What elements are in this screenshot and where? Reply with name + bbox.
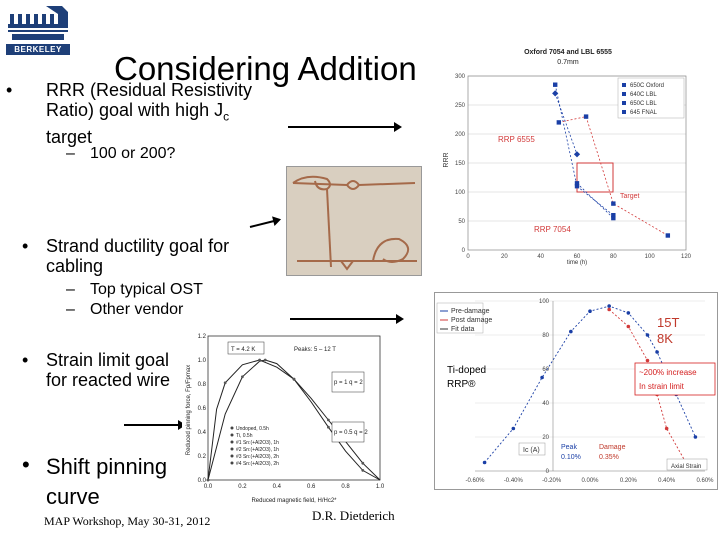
strain-field-label: 15T <box>657 315 680 330</box>
pin-ytick: 0.4 <box>197 430 206 436</box>
peak-value: 0.10% <box>561 454 581 461</box>
pin-point <box>241 375 244 378</box>
pin-legend-label: Undoped, 0.5h <box>236 426 269 432</box>
rrr-xtick: 100 <box>644 254 655 260</box>
rrr-ytick: 50 <box>458 219 465 225</box>
strain-legend-label: Post damage <box>451 317 493 324</box>
pin-xtick: 0.8 <box>341 484 350 490</box>
pin-ytick: 1.2 <box>197 334 206 340</box>
pin-inset-pq2: p = 0.5 q = 2 <box>334 430 368 436</box>
pin-legend-marker <box>231 462 234 465</box>
rrr-xtick: 0 <box>466 254 470 260</box>
strain-ytick: 20 <box>542 435 549 441</box>
rrr-point <box>666 233 670 237</box>
target-box <box>577 163 613 192</box>
strain-xtick: -0.60% <box>465 478 485 484</box>
rrr-xtick: 120 <box>680 254 692 260</box>
rrr-legend-swatch <box>622 83 626 87</box>
bullet-2-marker: • <box>22 236 29 256</box>
peak-label: Peak <box>561 444 577 451</box>
strain-point <box>607 304 611 308</box>
rrr-series-line <box>555 85 613 216</box>
target-label: Target <box>620 193 640 200</box>
strain-xtick: 0.60% <box>696 478 714 484</box>
bullet-2-sub-1-text: Top typical OST <box>90 281 203 298</box>
rrr-legend-label: 645 FNAL <box>630 110 658 116</box>
pin-point <box>361 462 364 465</box>
bullet-1-sub-1-text: 100 or 200? <box>90 145 176 162</box>
rrr-legend-swatch <box>622 92 626 96</box>
bullet-1-marker: • <box>6 80 13 100</box>
strain-legend-label: Fit data <box>451 326 475 333</box>
rrr-legend-label: 650C LBL <box>630 101 657 107</box>
rrr-chart-title: Oxford 7054 and LBL 6555 <box>524 49 612 56</box>
pin-point <box>361 469 364 472</box>
pinning-chart <box>182 330 386 506</box>
rrr-legend-swatch <box>622 101 626 105</box>
rrr-point <box>575 181 579 185</box>
strain-point <box>646 359 650 363</box>
strain-xtick: 0.00% <box>581 478 599 484</box>
pin-inset-peaks: Peaks: 5 – 12 T <box>294 347 336 353</box>
pin-legend-marker <box>231 448 234 451</box>
strain-point <box>588 309 592 313</box>
rrp-7054-label: RRP 7054 <box>534 225 571 234</box>
strain-chart <box>434 292 718 490</box>
arrow-pinning <box>124 424 184 426</box>
pin-point <box>207 479 210 482</box>
strain-point <box>512 427 516 431</box>
pin-legend-marker <box>231 427 234 430</box>
rrr-legend <box>618 78 684 118</box>
pin-legend-label: #3 Sn:(+Al2O3), 2h <box>236 454 279 460</box>
strain-point <box>694 435 698 439</box>
strain-ytick: 80 <box>542 333 549 339</box>
pin-legend-label: #2 Sn:(+Al2O3), 1h <box>236 447 279 453</box>
pin-xtick: 0.4 <box>272 484 281 490</box>
bullet-2-sub-2-marker: – <box>66 301 75 318</box>
pin-point <box>264 359 267 362</box>
rrr-xtick: 20 <box>500 254 508 260</box>
rrr-xtick: 40 <box>537 254 545 260</box>
strain-limit-label: In strain limit <box>639 382 684 391</box>
pin-legend-label: #4 Sn:(+Al2O3), 2h <box>236 461 279 467</box>
rrr-ytick: 150 <box>454 161 465 167</box>
strain-xtick: 0.40% <box>658 478 676 484</box>
pin-point <box>327 426 330 429</box>
rrr-xtick: 80 <box>609 254 617 260</box>
pin-ytick: 0.6 <box>197 406 206 412</box>
strain-point <box>483 461 487 465</box>
strain-point <box>607 308 611 312</box>
rrr-chart <box>438 42 696 268</box>
arrow-rrr <box>288 126 400 128</box>
bullet-1-line: RRR (Residual Resistivity Ratio) goal with high J <box>46 80 253 120</box>
rrr-point <box>574 151 580 157</box>
pin-legend-marker <box>231 441 234 444</box>
building-icon <box>6 4 70 44</box>
bullet-1-line-end: target <box>46 126 93 147</box>
rrr-point <box>553 83 557 87</box>
strain-legend-label: Pre-damage <box>451 308 490 315</box>
bullet-4-marker: • <box>22 452 30 477</box>
bullet-4-text: Shift pinning curve <box>46 454 168 509</box>
rrr-ylabel: RRR <box>443 152 450 168</box>
strain-ytick: 60 <box>542 367 549 373</box>
pin-point <box>224 381 227 384</box>
rrr-series-line <box>577 183 613 218</box>
pin-ytick: 0.2 <box>197 454 206 460</box>
pin-xtick: 0.6 <box>307 484 316 490</box>
bullet-3-text: Strain limit goal for reacted wire <box>46 350 171 390</box>
strain-point <box>665 427 669 431</box>
pinning-ylabel: Reduced pinning force, Fp/Fpmax <box>186 364 192 456</box>
rrr-point <box>584 114 588 118</box>
rrp-6555-label: RRP 6555 <box>498 135 535 144</box>
bullet-1-text <box>46 80 258 147</box>
rrr-chart-subtitle: 0.7mm <box>557 59 579 66</box>
strain-ytick: 40 <box>542 401 549 407</box>
strain-point <box>646 333 650 337</box>
strain-temp-label: 8K <box>657 331 673 346</box>
ti-doped-label: Ti-doped <box>447 365 487 376</box>
pin-legend-label: #1 Sn:(+Al2O3), 1h <box>236 440 279 446</box>
pin-xtick: 0.2 <box>238 484 247 490</box>
rrr-point <box>611 216 615 220</box>
pin-point <box>327 419 330 422</box>
arrow-ductility <box>250 219 280 228</box>
pin-xtick: 0.0 <box>203 484 213 490</box>
pin-inset-pq1: p = 1 q = 2 <box>334 380 363 386</box>
arrow-strain <box>290 318 402 320</box>
bullet-1-subscript: c <box>223 109 230 124</box>
strain-point <box>627 325 631 329</box>
rrr-xtick: 60 <box>573 254 581 260</box>
pinning-xlabel: Reduced magnetic field, H/Hc2* <box>251 498 337 504</box>
pin-point <box>293 378 296 381</box>
bullet-3-marker: • <box>22 350 29 370</box>
berkeley-lab-logo <box>6 4 70 65</box>
strain-xlabel: Axial Strain <box>671 464 702 470</box>
bullet-2-sub-1-marker: – <box>66 281 75 298</box>
strain-point <box>655 350 659 354</box>
rrr-ytick: 250 <box>454 103 465 109</box>
strain-xtick: 0.20% <box>619 478 637 484</box>
rrr-ytick: 100 <box>454 190 465 196</box>
rrr-point <box>611 201 615 205</box>
strain-xtick: -0.20% <box>542 478 562 484</box>
logo-text: BERKELEY LAB <box>6 44 70 55</box>
pin-ytick: 1.0 <box>197 358 206 364</box>
pin-inset-temp: T = 4.2 K <box>231 347 256 353</box>
footer-right: D.R. Dietderich <box>312 508 395 523</box>
rrr-ytick: 0 <box>461 248 465 254</box>
rrr-legend-label: 640C LBL <box>630 92 657 98</box>
rrr-legend-label: 650C Oxford <box>630 83 665 89</box>
bent-wire-photo <box>286 166 422 276</box>
pin-ytick: 0.0 <box>197 478 206 484</box>
bullet-2-text: Strand ductility goal for cabling <box>46 236 230 276</box>
rrr-point <box>557 120 561 124</box>
rrr-ytick: 300 <box>454 74 465 80</box>
strain-point <box>627 311 631 315</box>
damage-value: 0.35% <box>599 454 619 461</box>
pin-legend-label: Ti, 0.5h <box>236 433 253 439</box>
rrr-ytick: 200 <box>454 132 465 138</box>
strain-ylabel: Ic (A) <box>523 447 540 454</box>
footer-left: MAP Workshop, May 30-31, 2012 <box>44 514 211 528</box>
pin-legend-marker <box>231 455 234 458</box>
pin-ytick: 0.8 <box>197 382 206 388</box>
rrr-legend-swatch <box>622 110 626 114</box>
strain-xtick: -0.40% <box>503 478 523 484</box>
strain-ytick: 0 <box>545 469 549 475</box>
rrp-label: RRP® <box>447 379 476 390</box>
strain-point <box>569 330 573 334</box>
pin-legend-marker <box>231 434 234 437</box>
bullet-2-sub-2-text: Other vendor <box>90 301 184 318</box>
bullet-1-sub-1-marker: – <box>66 145 75 162</box>
pin-point <box>258 359 261 362</box>
strain-point <box>540 376 544 380</box>
page-title: Considering Addition <box>114 50 417 87</box>
strain-ytick: 100 <box>538 299 549 305</box>
rrr-xlabel: time (h) <box>566 260 588 266</box>
damage-label: Damage <box>599 444 626 451</box>
increase-label: ~200% increase <box>639 368 697 377</box>
pin-xtick: 1.0 <box>375 484 385 490</box>
